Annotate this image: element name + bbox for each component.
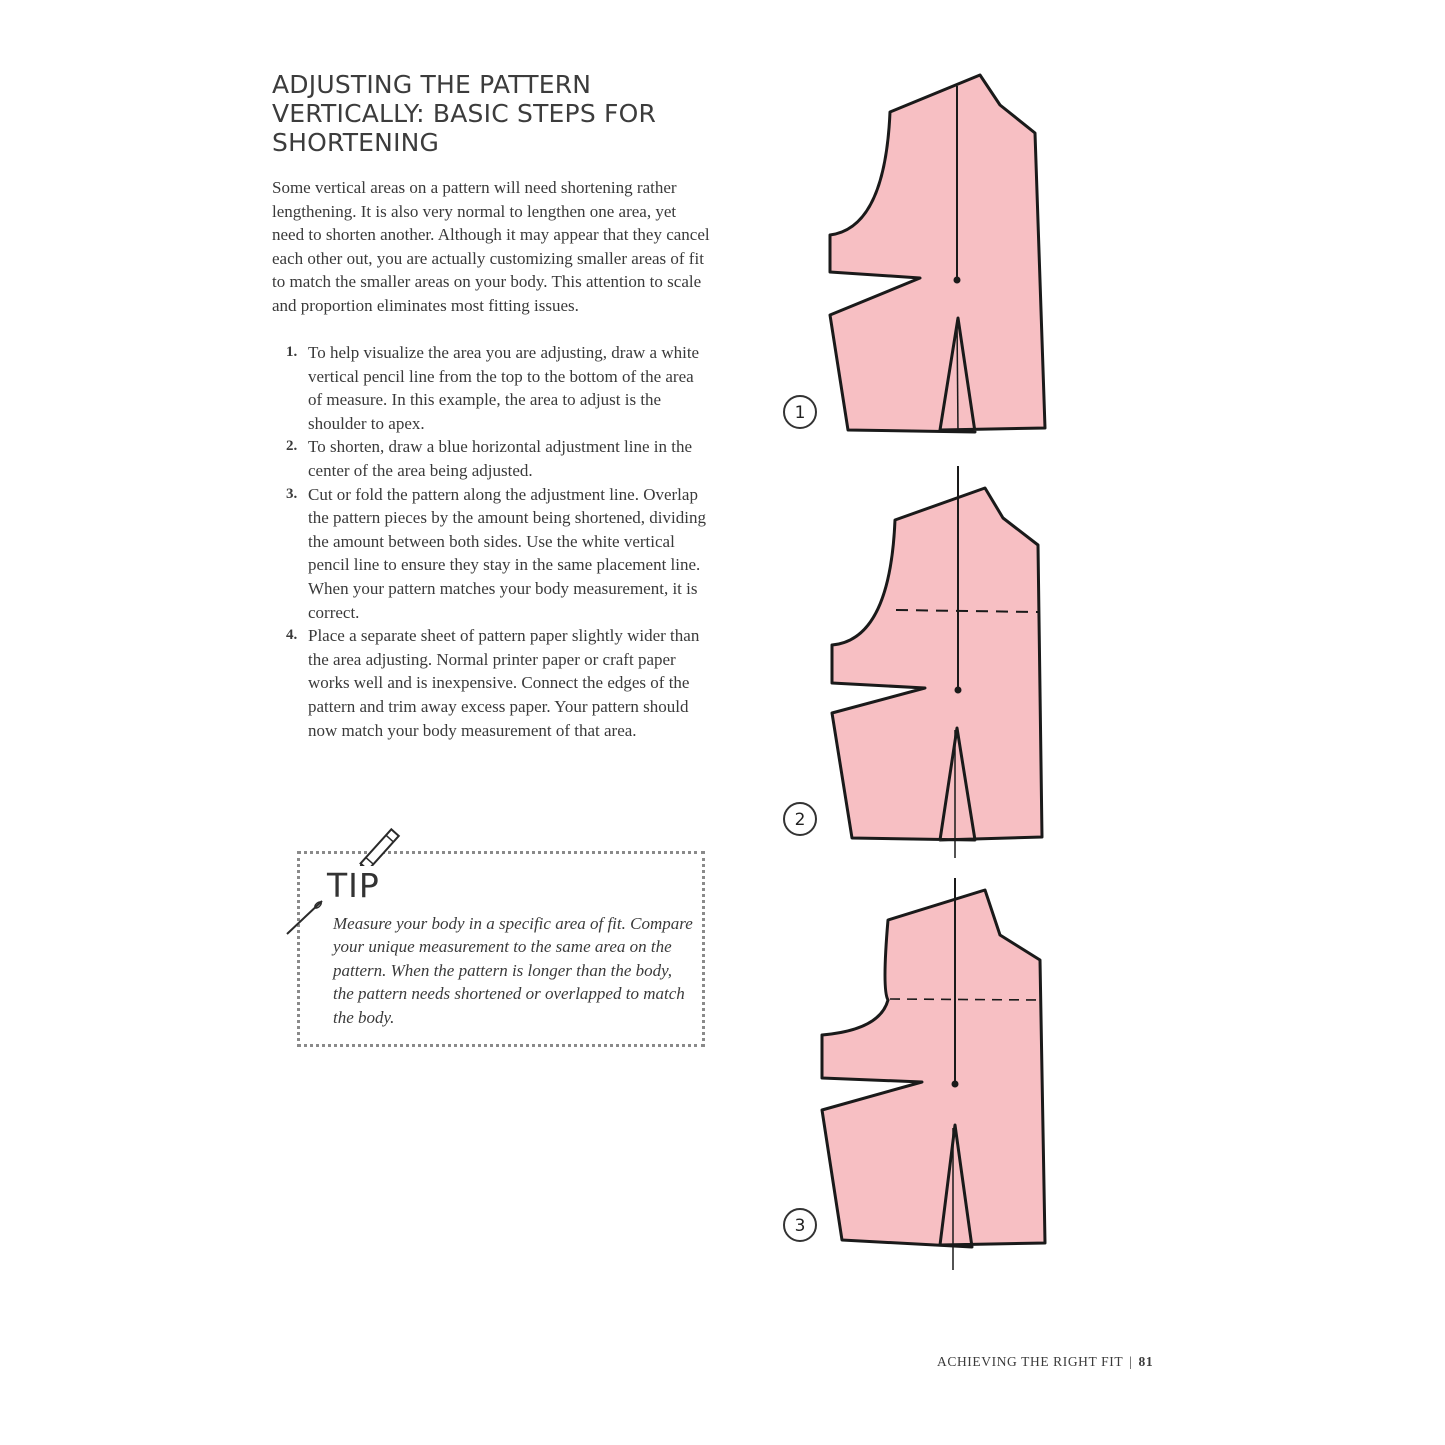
- footer-separator: |: [1129, 1354, 1133, 1369]
- step-badge-2: [784, 803, 816, 835]
- step-badge-3: [784, 1209, 816, 1241]
- step-number: 2.: [286, 438, 298, 455]
- pattern-diagram: [770, 60, 1070, 1290]
- step-badge-1: [784, 396, 816, 428]
- step-badge-label: 2: [794, 810, 806, 830]
- heading-line-3: SHORTENING: [272, 128, 440, 157]
- intro-paragraph: Some vertical areas on a pattern will need shortening rather lengthening. It is also very normal to lengthen one area, yet need to shorten another. Although it may appear that they cancel each other out, you are actually customizing smaller areas of fit to match the smaller areas on your body. This attention to scale and proportion eliminates most fitting issues.: [272, 178, 710, 315]
- page-number: 81: [1138, 1354, 1154, 1369]
- step-text: To help visualize the area you are adjusting, draw a white vertical pencil line from the top to the bottom of the area of measure. In this example, the area to adjust is the shoulder to apex.: [308, 343, 700, 433]
- step-text: Cut or fold the pattern along the adjustment line. Overlap the pattern pieces by the amount being shortened, dividing the amount between both sides. Use the white vertical pencil line to ensure they stay in the same placement line. When your pattern matches your body measurement, it is correct.: [308, 484, 706, 622]
- footer-section-title: ACHIEVING THE RIGHT FIT: [937, 1354, 1124, 1369]
- step-text: To shorten, draw a blue horizontal adjustment line in the center of the area being adjusted.: [308, 437, 693, 480]
- step-number: 4.: [286, 627, 298, 644]
- heading-line-1: ADJUSTING THE PATTERN: [272, 70, 592, 99]
- pattern-diagram-svg: [770, 60, 1070, 1290]
- page-footer: [937, 1354, 1197, 1370]
- pencil-icon: [0, 0, 420, 950]
- step-number: 3.: [286, 485, 298, 502]
- pattern-piece-1: [830, 75, 1045, 432]
- pattern-piece-2: [832, 466, 1042, 858]
- step-badge-label: 1: [794, 403, 806, 423]
- tip-text: Measure your body in a specific area of fit. Compare your unique measurement to the same area on the pattern. When the pattern is longer than the body, the pattern needs shortened or overlapped to match the body.: [333, 914, 693, 1027]
- pattern-piece-3: [822, 878, 1045, 1270]
- step-text: Place a separate sheet of pattern paper slightly wider than the area adjusting. Normal printer paper or craft paper works well and is inexpensive. Connect the edges of the pattern and trim away excess paper. Your pattern should now match your body measurement of that area.: [308, 626, 700, 740]
- step-number: 1.: [286, 344, 298, 360]
- step-badge-label: 3: [794, 1216, 806, 1236]
- tip-label: TIP: [327, 866, 380, 905]
- heading-line-2: VERTICALLY: BASIC STEPS FOR: [272, 99, 657, 128]
